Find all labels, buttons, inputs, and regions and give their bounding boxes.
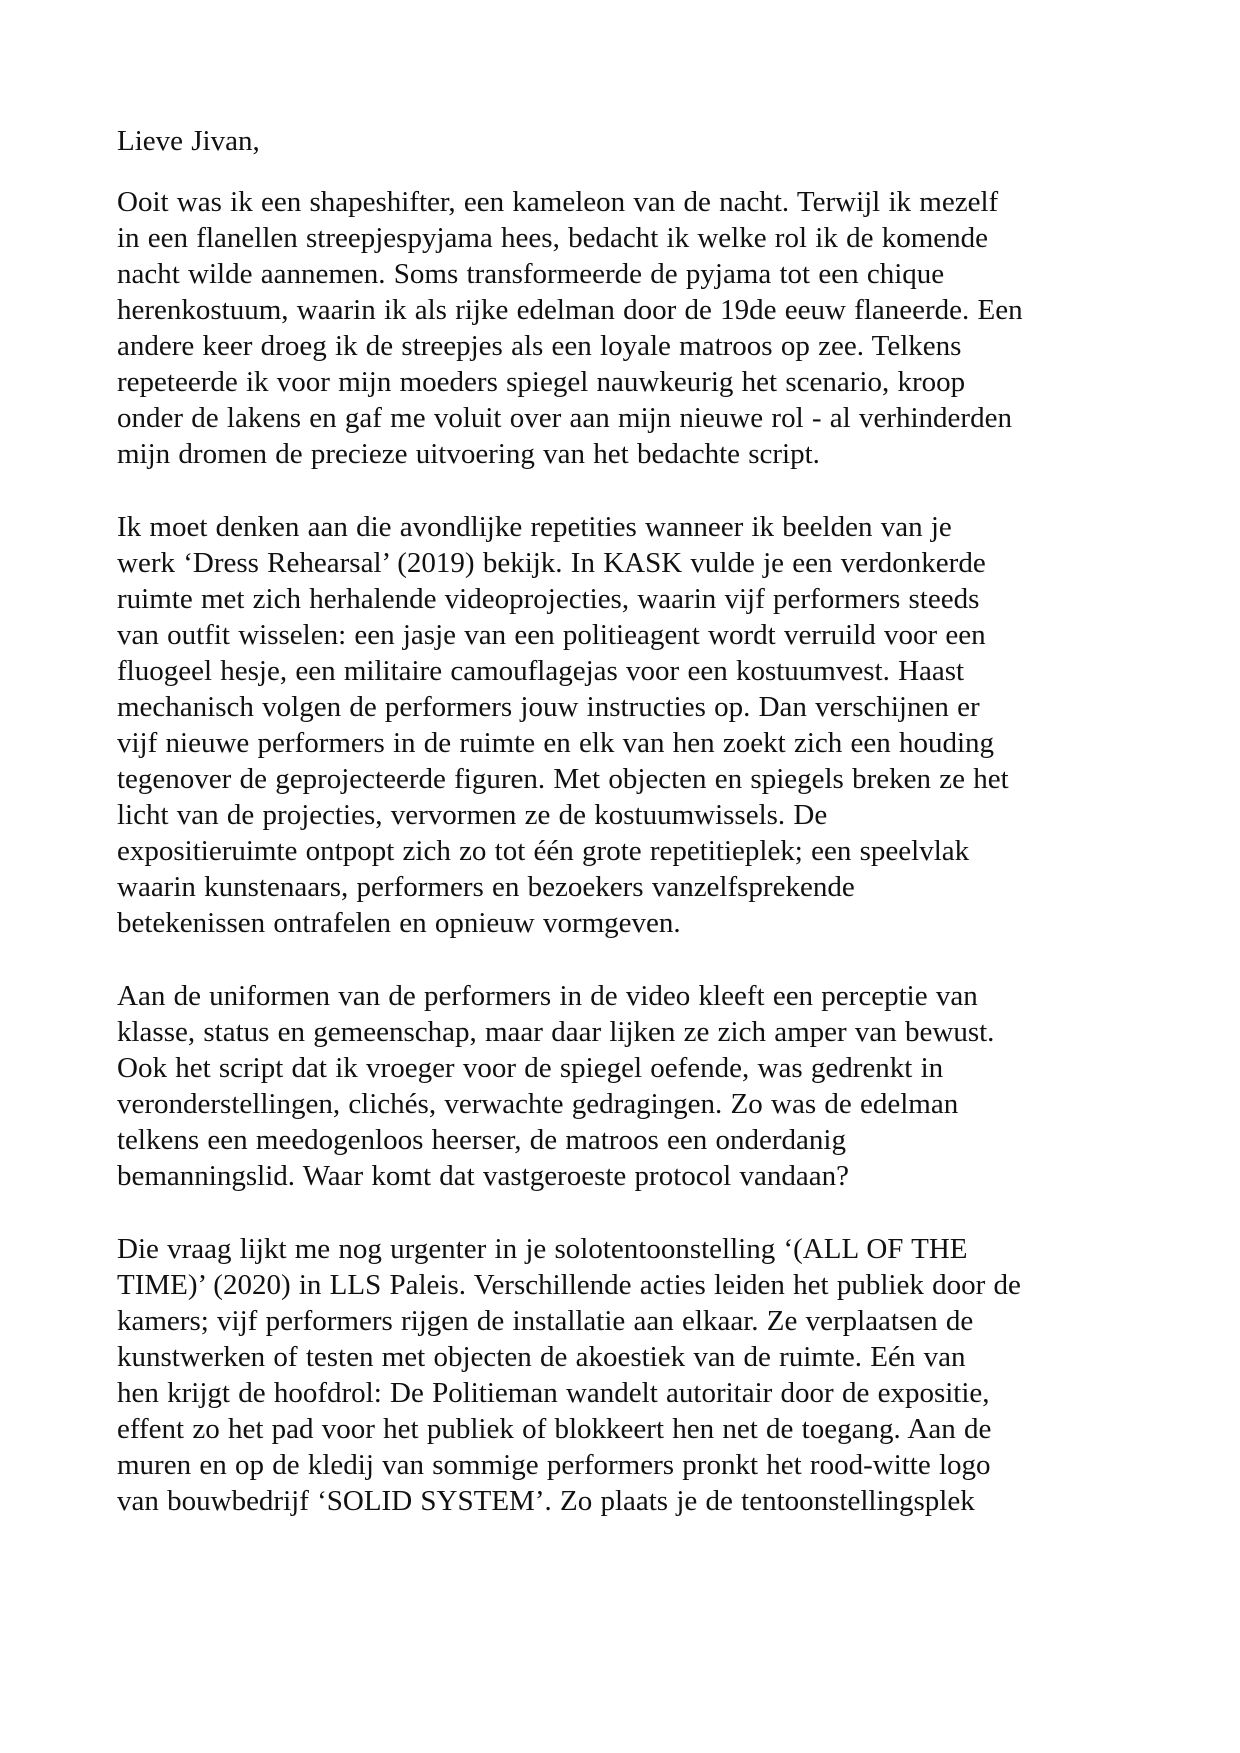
text-line: effent zo het pad voor het publiek of blokkeert hen net de toegang. Aan de [117, 1413, 992, 1445]
text-line: Ook het script dat ik vroeger voor de spiegel oefende, was gedrenkt in [117, 1052, 944, 1084]
text-line: mechanisch volgen de performers jouw instructies op. Dan verschijnen er [117, 691, 980, 723]
text-line: vijf nieuwe performers in de ruimte en elk van hen zoekt zich een houding [117, 727, 995, 759]
text-line: onder de lakens en gaf me voluit over aan mijn nieuwe rol - al verhinderden [117, 402, 1012, 434]
text-line: hen krijgt de hoofdrol: De Politieman wandelt autoritair door de expositie, [117, 1377, 990, 1409]
text-line: Die vraag lijkt me nog urgenter in je solotentoonstelling ‘(ALL OF THE [117, 1233, 968, 1265]
salutation: Lieve Jivan, [117, 125, 260, 157]
text-line: tegenover de geprojecteerde figuren. Met objecten en spiegels breken ze het [117, 763, 1009, 795]
text-line: waarin kunstenaars, performers en bezoekers vanzelfsprekende [117, 871, 855, 903]
text-line: van outfit wisselen: een jasje van een politieagent wordt verruild voor een [117, 619, 986, 651]
text-line: kamers; vijf performers rijgen de installatie aan elkaar. Ze verplaatsen de [117, 1305, 974, 1337]
text-line: Aan de uniformen van de performers in de video kleeft een perceptie van [117, 980, 978, 1012]
text-line: in een flanellen streepjespyjama hees, bedacht ik welke rol ik de komende [117, 222, 989, 254]
text-line: Ik moet denken aan die avondlijke repetities wanneer ik beelden van je [117, 511, 952, 543]
text-line: klasse, status en gemeenschap, maar daar lijken ze zich amper van bewust. [117, 1016, 995, 1048]
paragraph [117, 978, 1177, 1194]
text-line: licht van de projecties, vervormen ze de kostuumwissels. De [117, 799, 828, 831]
text-line: kunstwerken of testen met objecten de akoestiek van de ruimte. Eén van [117, 1341, 966, 1373]
text-line: ruimte met zich herhalende videoprojecties, waarin vijf performers steeds [117, 583, 980, 615]
text-line: betekenissen ontrafelen en opnieuw vormgeven. [117, 907, 681, 939]
text-line: veronderstellingen, clichés, verwachte gedragingen. Zo was de edelman [117, 1088, 959, 1120]
text-line: mijn dromen de precieze uitvoering van het bedachte script. [117, 438, 820, 470]
text-line: andere keer droeg ik de streepjes als een loyale matroos op zee. Telkens [117, 330, 962, 362]
text-line: expositieruimte ontpopt zich zo tot één grote repetitieplek; een speelvlak [117, 835, 970, 867]
letter-body [117, 123, 1177, 1556]
text-line: herenkostuum, waarin ik als rijke edelman door de 19de eeuw flaneerde. Een [117, 294, 1023, 326]
text-line: nacht wilde aannemen. Soms transformeerde de pyjama tot een chique [117, 258, 945, 290]
text-line: repeteerde ik voor mijn moeders spiegel nauwkeurig het scenario, kroop [117, 366, 966, 398]
text-line: van bouwbedrijf ‘SOLID SYSTEM’. Zo plaats je de tentoonstellingsplek [117, 1485, 975, 1517]
text-line: werk ‘Dress Rehearsal’ (2019) bekijk. In KASK vulde je een verdonkerde [117, 547, 986, 579]
paragraph [117, 509, 1177, 941]
paragraph [117, 184, 1177, 472]
text-line: bemanningslid. Waar komt dat vastgeroeste protocol vandaan? [117, 1160, 849, 1192]
text-line: TIME)’ (2020) in LLS Paleis. Verschillende acties leiden het publiek door de [117, 1269, 1021, 1301]
paragraphs [117, 184, 1177, 1519]
text-line: fluogeel hesje, een militaire camouflagejas voor een kostuumvest. Haast [117, 655, 965, 687]
text-line: muren en op de kledij van sommige performers pronkt het rood-witte logo [117, 1449, 991, 1481]
text-line: telkens een meedogenloos heerser, de matroos een onderdanig [117, 1124, 846, 1156]
paragraph [117, 1231, 1177, 1519]
text-line: Ooit was ik een shapeshifter, een kameleon van de nacht. Terwijl ik mezelf [117, 186, 999, 218]
